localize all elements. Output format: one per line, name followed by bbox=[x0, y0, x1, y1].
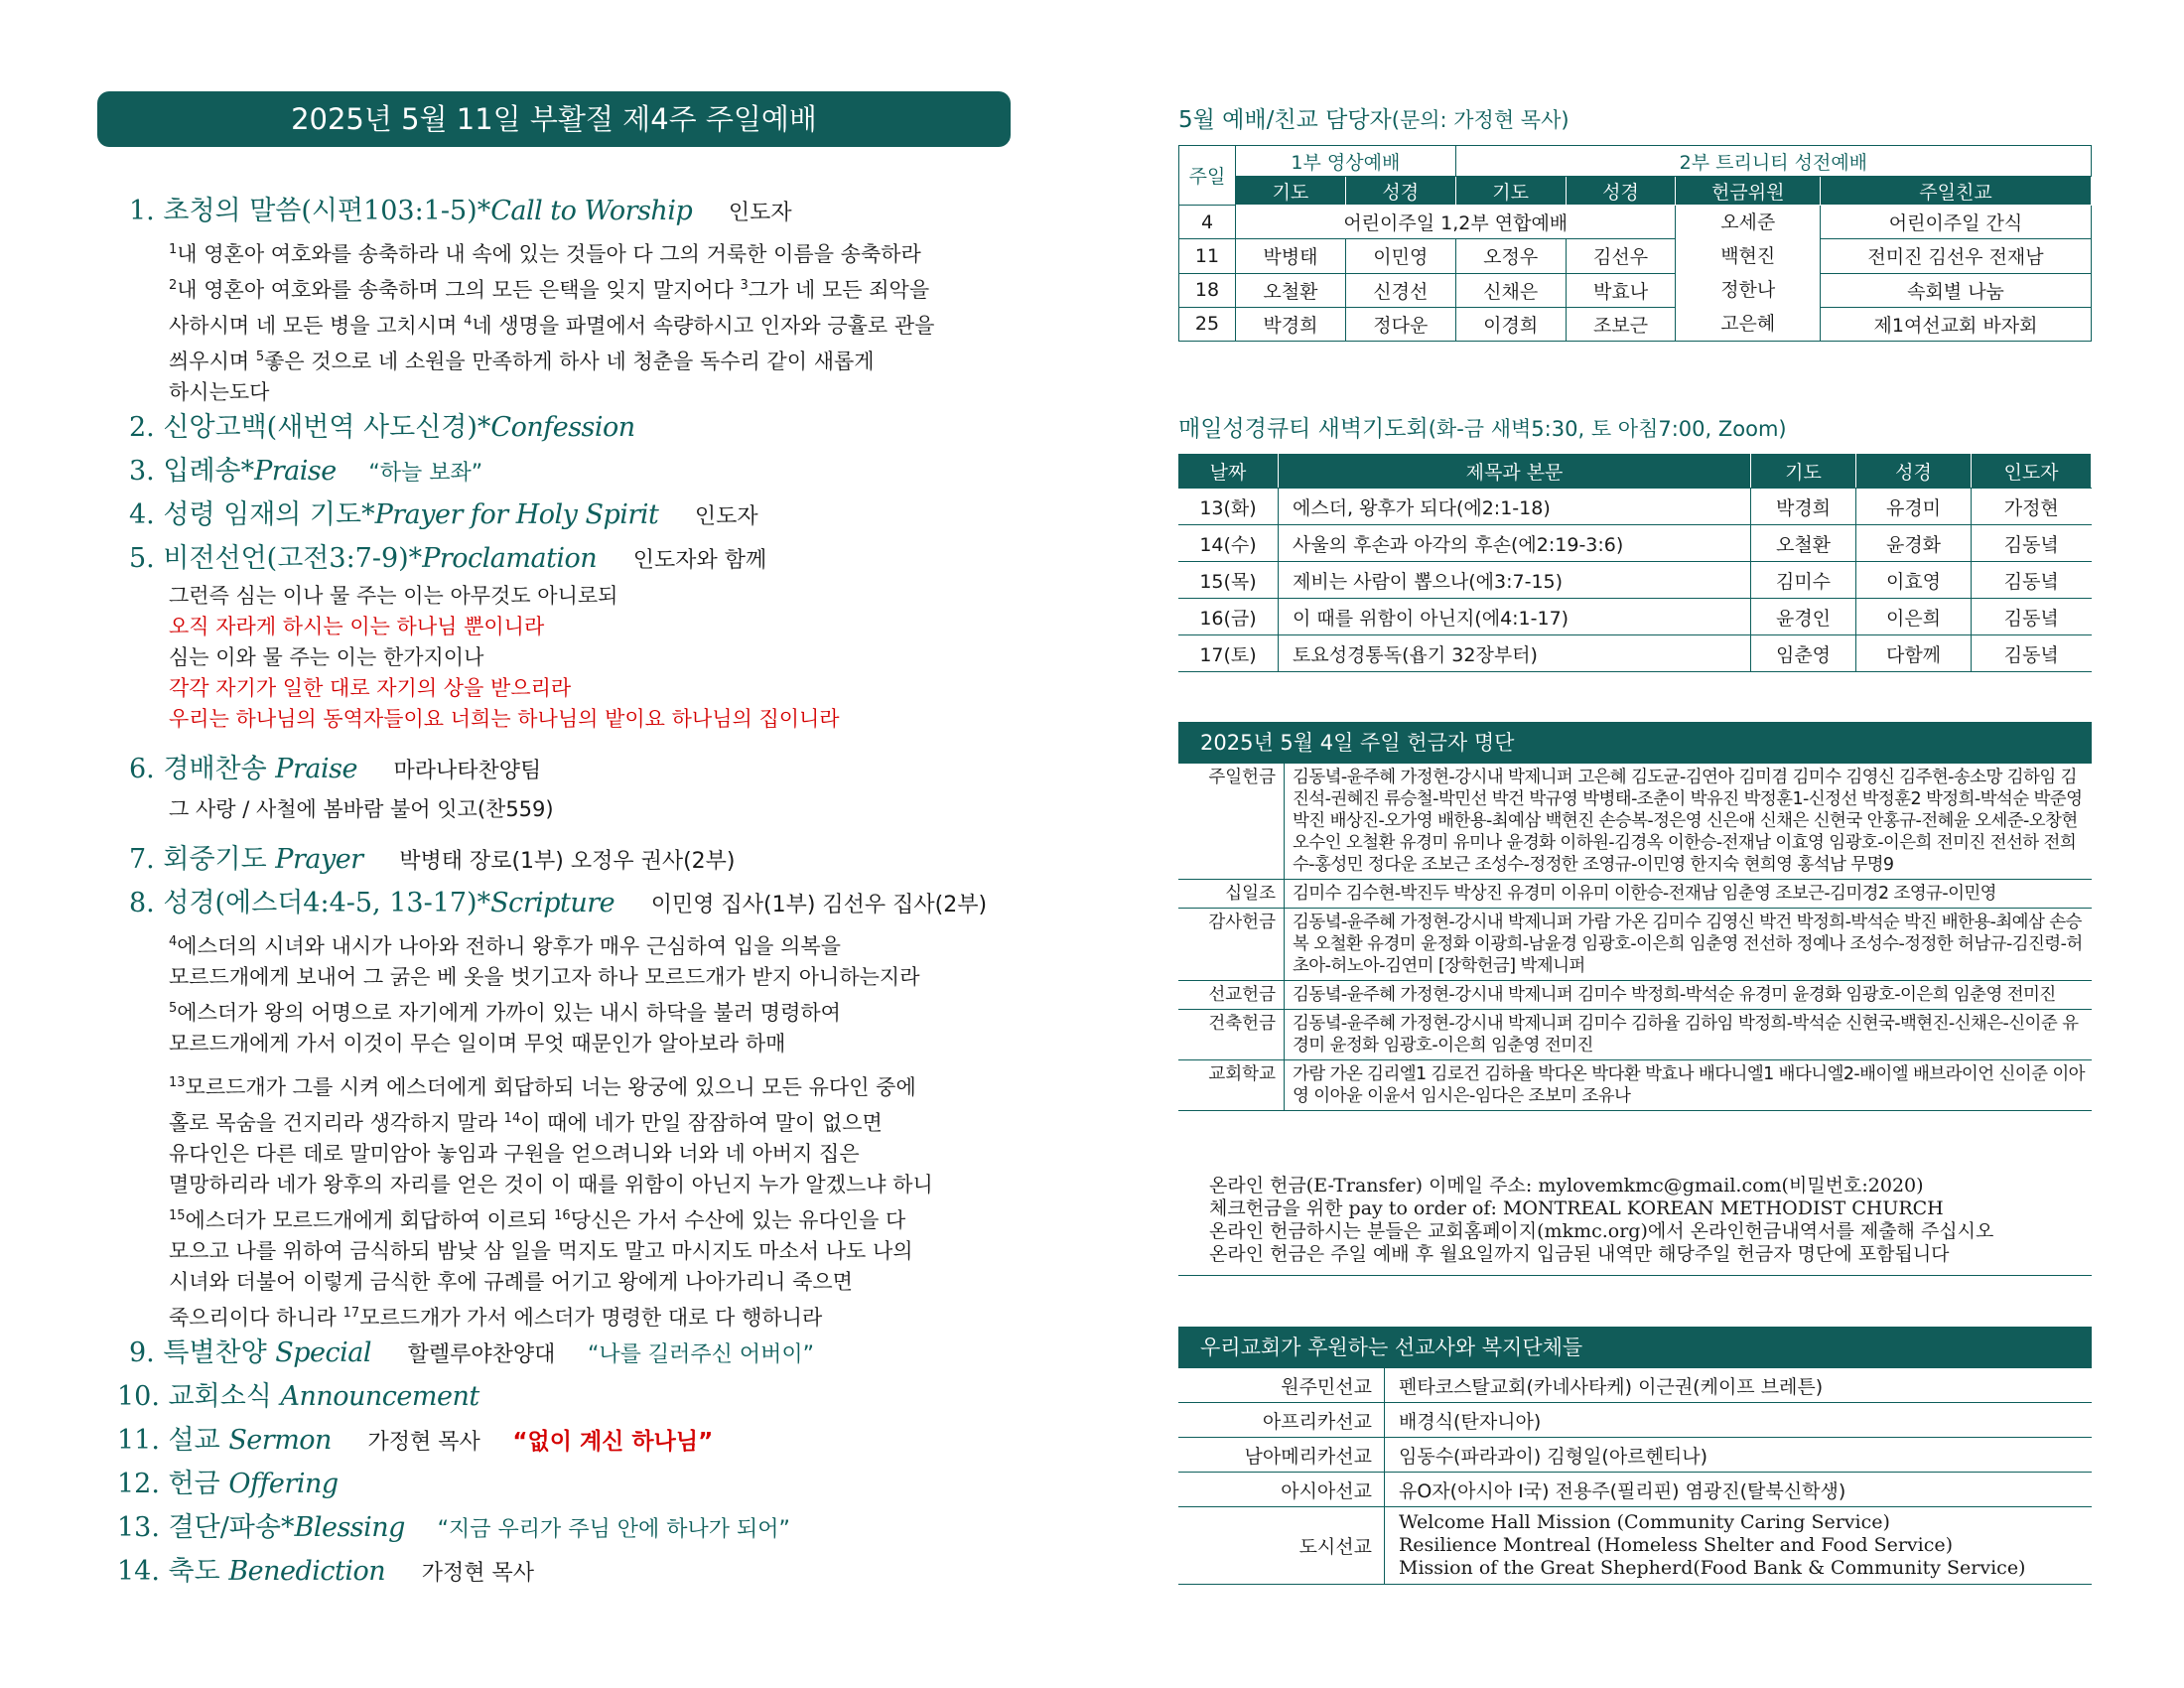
table-row: 감사헌금 김동녘-윤주혜 가정현-강시내 박제니퍼 가람 가온 김미수 김영신 박건 박정희-박석순 박진 배한용-최예삼 손승복 오철환 유경미 윤정화 이광희-남윤경 임광호-이은희 임춘영 전선하 정예나 조성수-정정한 허남규-김진령-허초아-허노아-김연미 [장학헌금] 박제니퍼 bbox=[1178, 909, 2092, 981]
order-item-benediction: 14. 축도 Benediction 가정현 목사 bbox=[117, 1556, 535, 1587]
missions-heading: 우리교회가 후원하는 선교사와 복지단체들 bbox=[1178, 1327, 2092, 1368]
schedule-heading: 5월 예배/친교 담당자(문의: 가정현 목사) bbox=[1178, 107, 1570, 133]
table-row: 남아메리카선교 임동수(파라과이) 김형일(아르헨티나) bbox=[1178, 1438, 2092, 1473]
donor-list-heading: 2025년 5월 4일 주일 헌금자 명단 bbox=[1178, 722, 2092, 764]
donor-list-table bbox=[1178, 764, 2092, 1111]
order-item-offering: 12. 헌금 Offering bbox=[117, 1469, 339, 1499]
divider bbox=[1178, 1275, 2092, 1276]
order-item-scripture: 8. 성경(에스더4:4-5, 13-17)*Scripture 이민영 집사(1부) 김선우 집사(2부) bbox=[129, 888, 988, 918]
table-row: 15(목) 제비는 사람이 뽑으나(에3:7-15) 김미수 이효영 김동녘 bbox=[1178, 562, 2092, 599]
vision-reading: 그런즉 심는 이나 물 주는 이는 아무것도 아니로되 오직 자라게 하시는 이는 하나님 뿐이니라 심는 이와 물 주는 이는 한가지이나 각각 자기가 일한 대로 자기의 상을 받으리라 우리는 하나님의 동역자들이요 너희는 하나님의 밭이요 하나님의 집이니라 bbox=[169, 584, 840, 731]
table-row: 선교헌금 김동녘-윤주혜 가정현-강시내 박제니퍼 김미수 박정희-박석순 유경미 윤경화 임광호-이은희 임춘영 전미진 bbox=[1178, 981, 2092, 1010]
table-row: 십일조 김미수 김수현-박진두 박상진 유경미 이유미 이한승-전재남 임춘영 조보근-김미경2 조영규-이민영 bbox=[1178, 880, 2092, 909]
table-row: 13(화) 에스더, 왕후가 되다(에2:1-18) 박경희 유경미 가정현 bbox=[1178, 489, 2092, 525]
order-item-call-to-worship bbox=[129, 189, 792, 227]
order-item-confession: 2. 신앙고백(새번역 사도신경)*Confession bbox=[129, 412, 635, 443]
table-row: 25 박경희 정다운 이경희 조보근 제1여선교회 바자회 bbox=[1179, 307, 2092, 341]
order-item-worship-hymn: 6. 경배찬송 Praise 마라나타찬양팀 bbox=[129, 754, 542, 784]
online-offering-info: 온라인 헌금(E-Transfer) 이메일 주소: mylovemkmc@gmail.com(비밀번호:2020) 체크헌금을 위한 pay to order of: MONTREAL KOREAN METHODIST CHURCH 온라인 헌금하시는 분들은 교회홈페이지(mkmc.org)에서 온라인헌금내역서를 제출해 주십시오 온라인 헌금은 주일 예배 후 월요일까지 입금된 내역만 해당주일 헌금자 명단에 포함됩니다 bbox=[1209, 1175, 1994, 1265]
table-row: 도시선교 Welcome Hall Mission (Community Caring Service) Resilience Montreal (Homeless Shelter and Food Service) Mission of the Great Shepherd(Food Bank & Community Service) bbox=[1178, 1507, 2092, 1585]
table-row: 아시아선교 유O자(아시아 I국) 전용주(필리핀) 염광진(탈북신학생) bbox=[1178, 1473, 2092, 1507]
order-item-announcement: 10. 교회소식 Announcement bbox=[117, 1381, 479, 1412]
order-item-blessing: 13. 결단/파송*Blessing “지금 우리가 주님 안에 하나가 되어” bbox=[117, 1512, 790, 1543]
table-row: 교회학교 가람 가온 김리엘1 김로건 김하율 박다온 박다환 박효나 배다니엘1 배다니엘2-배이엘 배브라이언 신이준 이아영 이아윤 이윤서 임시은-임다은 조보미 조유나 bbox=[1178, 1060, 2092, 1111]
sermon-title: “없이 계신 하나님” bbox=[512, 1429, 714, 1455]
item-number: 1. bbox=[129, 196, 155, 226]
bulletin-title: 2025년 5월 11일 부활절 제4주 주일예배 bbox=[97, 91, 1011, 147]
table-row: 주일헌금 김동녘-윤주혜 가정현-강시내 박제니퍼 고은혜 김도균-김연아 김미겸 김미수 김영신 김주현-송소망 김하임 김진석-권혜진 류승철-박민선 박건 박규영 박병태-조춘이 박유진 박정훈1-신정선 박정훈2 박정희-박석순 박준영 박진 배상진-오가영 배한용-최예삼 백현진 손승복-정은영 신은애 신채은 신현국 안홍규-전혜윤 오세준-오창현 오수인 오철환 유경미 유미나 윤경화 이하원-김경옥 이한승-전재남 이효영 임광호-이은희 전미진 전선하 전희수-홍성민 정다운 조보근 조성수-정정한 조영규-이민영 한지숙 현희영 홍석남 무명9 bbox=[1178, 764, 2092, 880]
offering-team: 오세준 백현진 정한나 고은혜 bbox=[1676, 206, 1821, 342]
table-row: 17(토) 토요성경통독(욥기 32장부터) 임춘영 다함께 김동녘 bbox=[1178, 635, 2092, 672]
item-title: 초청의 말씀(시편103:1-5)* bbox=[163, 196, 491, 226]
dawn-prayer-heading: 매일성경큐티 새벽기도회(화-금 새벽5:30, 토 아침7:00, Zoom) bbox=[1178, 416, 1787, 442]
duty-schedule-table: 주일 1부 영상예배 2부 트리니티 성전예배 기도 성경 기도 성경 헌금위원 주일친교 4 어린이주일 1,2부 연합예배 오세준 백현진 정한나 고은혜 어린이주일 간식 11 박병태 이민영 오정우 김선우 전미진 김선우 전재남 18 오철환 신경선 신채은 박효나 속회별 나눔 25 박경희 정다운 이경희 조보근 제1여선교회 바자회 bbox=[1178, 145, 2092, 342]
order-item-special: 9. 특별찬양 Special 할렐루야찬양대 “나를 길러주신 어버이” bbox=[129, 1337, 815, 1368]
missions-table bbox=[1178, 1368, 2092, 1585]
esther-reading-b: $^{13}$모르드개가 그를 시켜 에스더에게 회답하되 너는 왕궁에 있으니 모든 유다인 중에 홀로 목숨을 건지리라 생각하지 말라 $^{14}$이 때에 네가 만일 잠잠하여 말이 없으면 유다인은 다른 데로 말미암아 놓임과 구원을 얻으려니와 너와 네 아버지 집은 멸망하리라 네가 왕후의 자리를 얻은 것이 이 때를 위함이 아닌지 누가 알겠느냐 하니 $^{15}$에스더가 모르드개에게 회답하여 이르되 $^{16}$당신은 가서 수산에 있는 유다인을 다 모으고 나를 위하여 금식하되 밤낮 삼 일을 먹지도 말고 마시지도 마소서 나도 나의 시녀와 더불어 이렇게 금식한 후에 규례를 어기고 왕에게 나아가리니 죽으면 죽으리이다 하니라 $^{17}$모르드개가 가서 에스더가 명령한 대로 다 행하니라 bbox=[169, 1075, 933, 1330]
table-row: 건축헌금 김동녘-윤주혜 가정현-강시내 박제니퍼 김미수 김하율 김하임 박정희-박석순 신현국-백현진-신채은-신이준 유경미 윤정화 임광호-이은희 임춘영 전미진 bbox=[1178, 1010, 2092, 1060]
table-row: 4 어린이주일 1,2부 연합예배 오세준 백현진 정한나 고은혜 어린이주일 간식 bbox=[1179, 206, 2092, 239]
order-item-proclamation: 5. 비전선언(고전3:7-9)*Proclamation 인도자와 함께 bbox=[129, 543, 767, 574]
table-row: 원주민선교 펜타코스탈교회(카네사타케) 이근권(케이프 브레튼) bbox=[1178, 1368, 2092, 1403]
order-item-sermon: 11. 설교 Sermon 가정현 목사 “없이 계신 하나님” bbox=[117, 1425, 714, 1456]
item-english: Call to Worship bbox=[490, 196, 693, 226]
item-leader: 인도자 bbox=[728, 201, 792, 225]
table-row: 16(금) 이 때를 위함이 아닌지(에4:1-17) 윤경인 이은희 김동녘 bbox=[1178, 599, 2092, 635]
dawn-prayer-table: 날짜 제목과 본문 기도 성경 인도자 13(화) 에스더, 왕후가 되다(에2:1-18) 박경희 유경미 가정현 14(수) 사울의 후손과 아각의 후손(에2:19-3:6) 오철환 윤경화 김동녘 15(목) 제비는 사람이 뽑으나(에3:7-15) 김미수 이효영 김동녘 16(금) 이 때를 위함이 아닌지(에4:1-17) 윤경인 이은희 김동녘 17(토) 토요성경통독(욥기 32장부터) 임춘영 다함께 김동녘 bbox=[1178, 454, 2092, 672]
order-item-praise: 3. 입례송*Praise “하늘 보좌” bbox=[129, 456, 483, 487]
table-row: 아프리카선교 배경식(탄자니아) bbox=[1178, 1403, 2092, 1438]
table-row: 18 오철환 신경선 신채은 박효나 속회별 나눔 bbox=[1179, 273, 2092, 307]
hymn-titles: 그 사랑 / 사철에 봄바람 불어 잇고(찬559) bbox=[169, 797, 554, 821]
table-row: 11 박병태 이민영 오정우 김선우 전미진 김선우 전재남 bbox=[1179, 239, 2092, 273]
order-item-prayer: 7. 회중기도 Prayer 박병태 장로(1부) 오정우 권사(2부) bbox=[129, 844, 736, 875]
esther-reading-a: $^4$에스더의 시녀와 내시가 나아와 전하니 왕후가 매우 근심하여 입을 의복을 모르드개에게 보내어 그 굵은 베 옷을 벗기고자 하나 모르드개가 받지 아니하는지라 $^5$에스더가 왕의 어명으로 자기에게 가까이 있는 내시 하닥을 불러 명령하여 모르드개에게 가서 이것이 무슨 일이며 무엇 때문인가 알아보라 하매 bbox=[169, 934, 920, 1055]
table-row: 14(수) 사울의 후손과 아각의 후손(에2:19-3:6) 오철환 윤경화 김동녘 bbox=[1178, 525, 2092, 562]
order-item-holy-spirit-prayer: 4. 성령 임재의 기도*Prayer for Holy Spirit 인도자 bbox=[129, 499, 758, 530]
psalm-reading: $^1$내 영혼아 여호와를 송축하라 내 속에 있는 것들아 다 그의 거룩한 이름을 송축하라 $^2$내 영혼아 여호와를 송축하며 그의 모든 은택을 잊지 말지어다 $^3$그가 네 모든 죄악을 사하시며 네 모든 병을 고치시며 $^4$네 생명을 파멸에서 속량하시고 인자와 긍휼로 관을 씌우시며 $^5$좋은 것으로 네 소원을 만족하게 하사 네 청춘을 독수리 같이 새롭게 하시는도다 bbox=[169, 242, 935, 404]
